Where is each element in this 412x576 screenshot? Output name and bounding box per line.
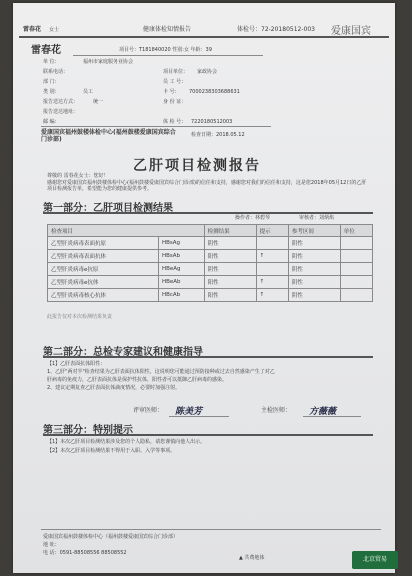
advice-line-3: 2、建议定期复查乙肝表面抗体滴度情况，必要时加强注射。: [47, 385, 181, 391]
info-zip-label: 邮 编：: [43, 119, 60, 125]
item-ref: 阴性: [288, 289, 340, 302]
part1-title: 第一部分：乙肝项目检测结果: [43, 203, 173, 214]
chief-doctor-label: 主检医师：: [261, 407, 292, 414]
header-name: 雷春花: [23, 26, 42, 33]
patient-id-line: 项目号：T181840020 性别:女 年龄：39: [119, 47, 212, 53]
chief-doctor-signature: 方薇薇: [309, 407, 337, 417]
info-idcard-label: 身 份 证：: [163, 99, 187, 105]
table-row: [48, 237, 373, 250]
item-unit: [340, 237, 372, 250]
exam-doctor-signature: 陈美芳: [175, 407, 203, 417]
item-hint: [256, 263, 288, 276]
item-hint: ↑: [256, 250, 288, 263]
item-result: 阳性: [204, 250, 256, 263]
info-address-label: 报告送达地址：: [43, 109, 79, 115]
patient-name: 雷春花: [31, 45, 61, 56]
brand-logo: 爱康国宾: [331, 26, 371, 37]
header-report-title: 健康体检知情报告: [143, 26, 192, 33]
item-code: HBeAg: [158, 263, 204, 276]
info-examno-value: 7220180512003: [191, 119, 233, 125]
info-empno-label: 员 工 号：: [163, 79, 187, 85]
col-item: 检查项目: [48, 225, 205, 237]
item-code: HBeAb: [158, 276, 204, 289]
exam-doctor-label: 评审医师：: [133, 407, 164, 414]
info-dept-label: 部 门：: [43, 79, 60, 85]
watermark-badge: 北京贸易: [352, 551, 398, 569]
advice-line-2: 肝病毒的免疫力，乙肝表面抗体是保护性抗体，阳性者可以抵御乙肝病毒的感染。: [47, 377, 228, 383]
item-name: 乙型肝炎病毒e抗原: [48, 263, 159, 276]
info-card-label: 卡 号：: [163, 89, 180, 95]
item-code: HBcAb: [158, 289, 204, 302]
item-name: 乙型肝炎病毒表面抗原: [48, 237, 159, 250]
info-delivery-value: 统一: [93, 99, 104, 105]
item-ref: 阴性: [288, 237, 340, 250]
part3-title: 第三部分：特别提示: [43, 425, 133, 436]
item-hint: ↑: [256, 289, 288, 302]
info-project-label: 项目单位：: [163, 69, 189, 75]
item-unit: [340, 250, 372, 263]
info-type-value: 员工: [83, 89, 94, 95]
item-name: 乙型肝炎病毒核心抗体: [48, 289, 159, 302]
notice-line-1: 【1】本次乙肝项目检测结果涉及您的个人隐私，请您谨慎向他人出示。: [47, 439, 206, 445]
notice-line-2: 【2】本次乙肝项目检测结果不得用于入职、入学等事项。: [47, 448, 176, 454]
col-unit: 单位: [340, 225, 372, 237]
item-ref: 阴性: [288, 276, 340, 289]
table-footnote: 此报告仅对本次检测结果负责: [47, 314, 113, 320]
item-result: 阴性: [204, 237, 256, 250]
item-result: 阳性: [204, 276, 256, 289]
footer-page: ▲ 共费地体: [239, 555, 265, 561]
report-title: 乙肝项目检测报告: [133, 158, 261, 174]
col-result: 检测结果: [204, 225, 256, 237]
table-row: [48, 276, 373, 289]
greeting: 尊敬的 雷春花女士：您好！: [47, 173, 109, 179]
intro-paragraph: 感谢您对爱康国宾福州鼓楼体检中心(福州鼓楼爱康国宾综合门诊部)的信任和支持，感谢您对我们的信任和支持，这是您2018年05月12日的乙肝项目检测报告单，希望能为您的健康提供参考。: [47, 180, 367, 192]
col-hint: 提示: [256, 225, 288, 237]
footer-phone: 电 话：0591-88508556 88508552: [43, 550, 127, 556]
item-hint: [256, 237, 288, 250]
col-ref: 参考区间: [288, 225, 340, 237]
item-name: 乙型肝炎病毒e抗体: [48, 276, 159, 289]
item-name: 乙型肝炎病毒表面抗体: [48, 250, 159, 263]
table-row: [48, 289, 373, 302]
info-examno-label: 体 检 号：: [163, 119, 187, 125]
item-ref: 阴性: [288, 250, 340, 263]
footer-center: 爱康国宾福州鼓楼体检中心（福州鼓楼爱康国宾综合门诊部）: [43, 534, 179, 540]
item-code: HBsAg: [158, 237, 204, 250]
info-card-value: 7000238303688631: [189, 89, 240, 95]
advice-heading: 【1】乙肝表面抗体阳性：: [47, 361, 106, 367]
reviewer: 审核者：刘炳焰: [299, 215, 335, 221]
header-name-suffix: 女士: [49, 27, 60, 33]
item-result: 阴性: [204, 263, 256, 276]
info-unit-value: 福州市家庭服务业协会: [83, 59, 134, 65]
item-unit: [340, 289, 372, 302]
table-header-row: [48, 225, 373, 237]
exam-center-name: 爱康国宾福州鼓楼体检中心(福州鼓楼爱康国宾综合门诊部): [41, 129, 176, 143]
item-unit: [340, 263, 372, 276]
info-project-value: 家政协会: [197, 69, 218, 75]
info-delivery-label: 报告送达方式：: [43, 99, 79, 105]
info-unit-label: 单 位：: [43, 59, 60, 65]
part2-title: 第二部分：总检专家建议和健康指导: [43, 347, 203, 358]
footer-address: 地 址：: [43, 542, 60, 548]
table-row: [48, 250, 373, 263]
item-unit: [340, 276, 372, 289]
advice-line-1: 1、乙肝"两对半"检查结果为乙肝表面抗体阳性，这说明您可能通过预防接种或过去自然感染产生了对乙: [47, 369, 275, 375]
item-code: HBsAb: [158, 250, 204, 263]
exam-date: 检查日期：2018.05.12: [191, 132, 245, 138]
item-hint: ↑: [256, 276, 288, 289]
item-ref: 阴性: [288, 263, 340, 276]
header-exam-no: 体检号：72-20180512-003: [237, 26, 315, 33]
header-divider: [19, 36, 389, 38]
info-phone-label: 联系电话：: [43, 69, 69, 75]
table-row: [48, 263, 373, 276]
info-type-label: 类 别：: [43, 89, 60, 95]
results-table: [47, 224, 373, 302]
operator: 操作者：林碧琴: [235, 215, 271, 221]
report-page: [13, 3, 395, 573]
item-result: 阳性: [204, 289, 256, 302]
